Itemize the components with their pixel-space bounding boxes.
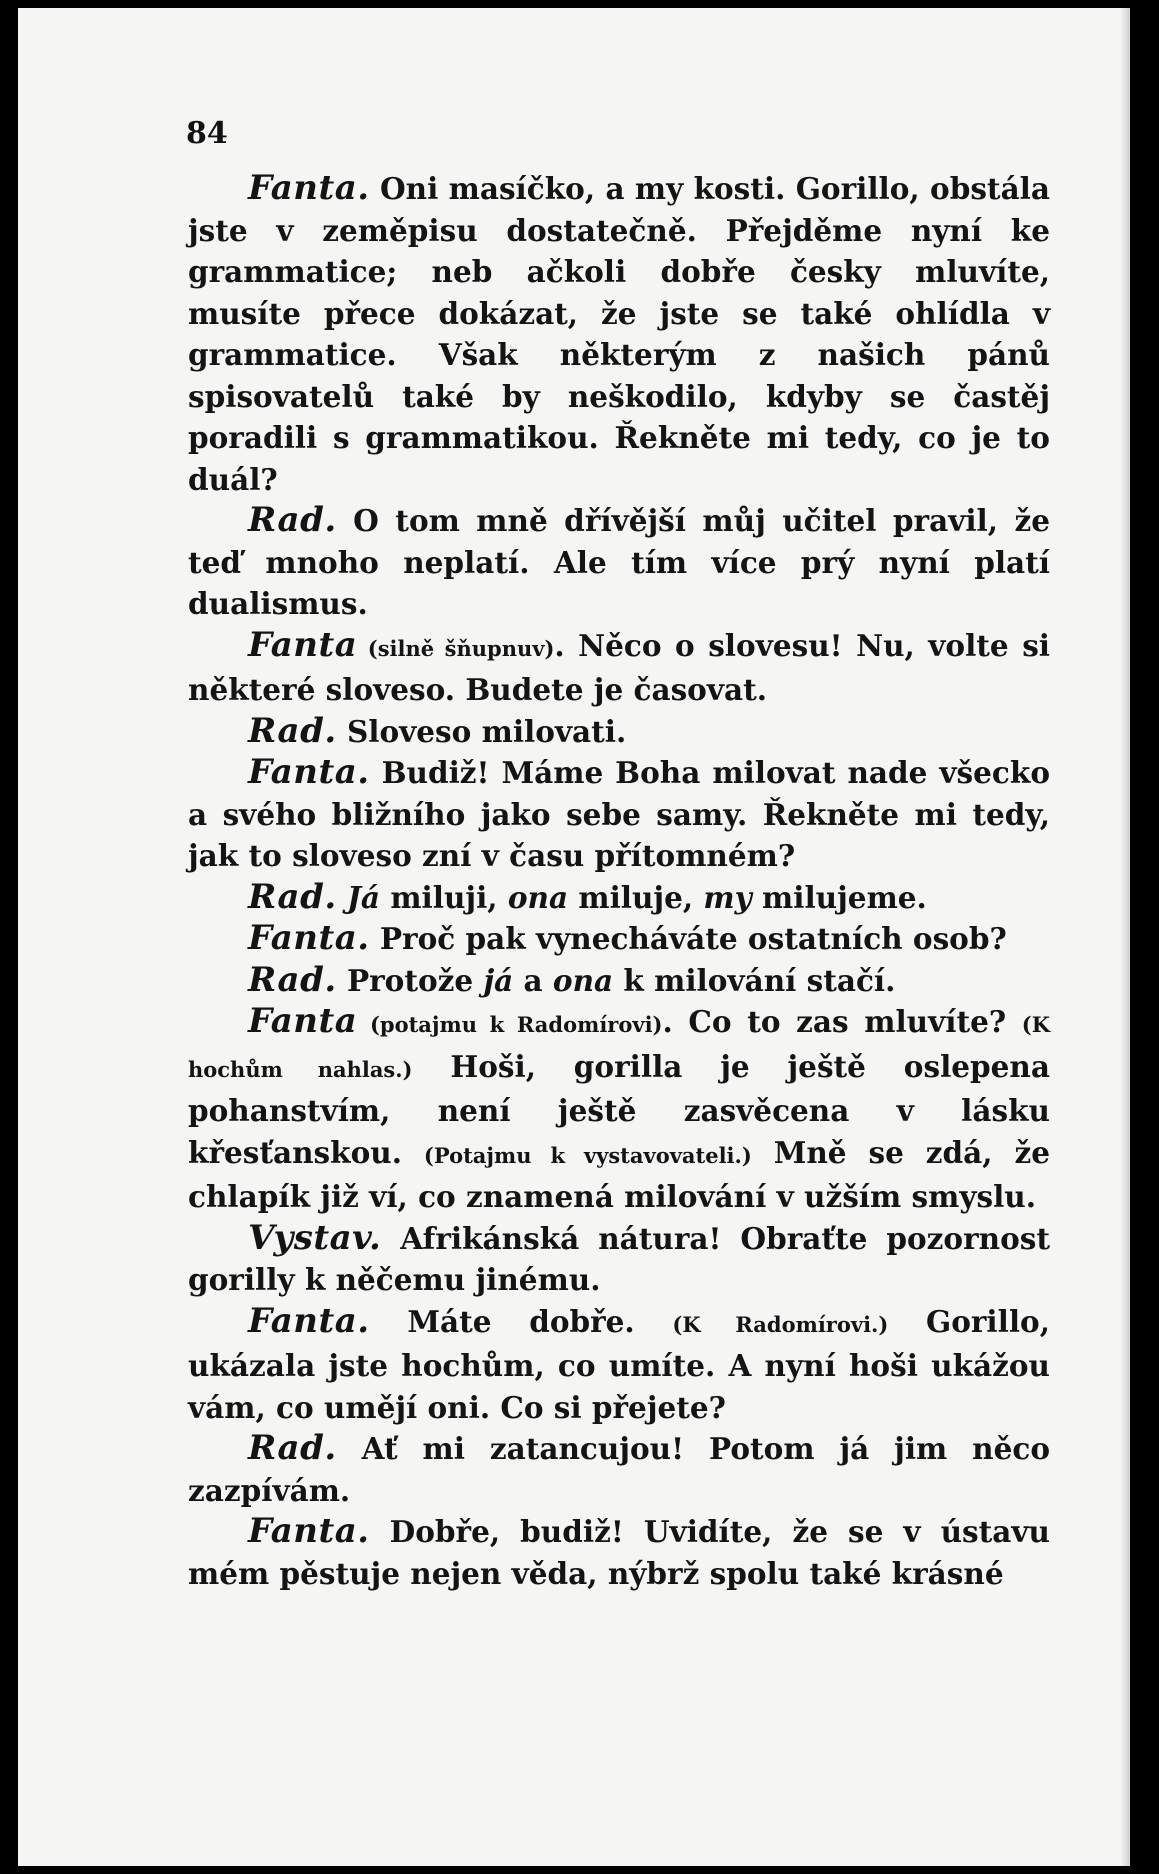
dialogue-paragraph (188, 918, 1050, 960)
dialogue-text: Gorillo, ukázala jste hochům, co umíte. A nyní hoši ukážou vám, co umějí oni. Co si přejete? (188, 1303, 1050, 1425)
book-page (18, 8, 1130, 1866)
speaker-name: Fanta (248, 1001, 358, 1041)
dialogue-text: . Něco o slovesu! Nu, volte si některé sloveso. Budete je časovat. (188, 627, 1051, 707)
dialogue-text: Oni masíčko, a my kosti. Gorillo, obstála jste v zeměpisu dostatečně. Přejděme nyní ke grammatice; neb ačkoli dobře česky mluvíte, musíte přece dokázat, že jste se také ohlídla v grammatice. Však některým z našich pánů spisovatelů také by neškodilo, kdyby se častěj poradili s grammatikou. Řekněte mi tedy, co je to duál? (188, 171, 1050, 497)
speaker-name: Fanta. (248, 1300, 370, 1341)
speaker-name: Rad. (248, 710, 337, 751)
speaker-name: Fanta. (248, 168, 370, 208)
speaker-name: Fanta. (248, 918, 370, 958)
speaker-name: Fanta. (248, 752, 370, 792)
dialogue-paragraph (188, 1428, 1050, 1511)
dialogue-paragraph (188, 1001, 1050, 1218)
dialogue-text: k milování stačí. (613, 962, 896, 998)
speaker-name: Fanta (248, 624, 358, 665)
dialogue-text: Ať mi zatancujou! Potom já jim něco zazpívám. (188, 1431, 1050, 1508)
dialogue-paragraph (188, 1301, 1050, 1429)
stage-direction: (Potajmu k vystavovateli.) (423, 1142, 752, 1168)
dialogue-text: milujeme. (751, 879, 927, 915)
stage-direction: (K hochům nahlas.) (188, 1012, 1050, 1082)
dialogue-text: Protože (336, 962, 484, 998)
dialogue-text: miluji, (380, 879, 508, 915)
dialogue-text: a (513, 962, 553, 998)
dialogue-paragraph (188, 1511, 1050, 1594)
emphasis-text: Já (346, 879, 381, 915)
dialogue-paragraph (188, 625, 1050, 711)
dialogue-paragraph (188, 960, 1050, 1002)
dialogue-text: . Co to zas mluvíte? (662, 1004, 1022, 1039)
emphasis-text: ona (552, 962, 614, 998)
page-text (188, 168, 1050, 1594)
speaker-name: Vystav. (248, 1217, 382, 1258)
dialogue-paragraph (188, 1218, 1050, 1301)
dialogue-paragraph (188, 877, 1050, 919)
dialogue-text: Budiž! Máme Boha milovat nade všecko a svého bližního jako sebe samy. Řekněte mi tedy, jak to sloveso zní v času přítomném? (188, 755, 1050, 873)
dialogue-paragraph (188, 168, 1050, 500)
emphasis-text: já (483, 962, 514, 998)
dialogue-text: miluje, (568, 879, 704, 915)
dialogue-paragraph (188, 711, 1050, 753)
stage-direction: (K Radomírovi.) (672, 1311, 889, 1337)
dialogue-text: Afrikánská nátura! Obraťte pozornost gorilly k něčemu jinému. (188, 1220, 1050, 1297)
dialogue-text (337, 880, 347, 915)
dialogue-text: Hoši, gorilla je ještě oslepena pohanstvím, není ještě zasvěcena v lásku křesťanskou. (188, 1048, 1050, 1170)
emphasis-text: my (703, 879, 752, 915)
speaker-name: Rad. (248, 1428, 337, 1468)
dialogue-text: Sloveso milovati. (336, 713, 627, 749)
page-number: 84 (186, 116, 228, 151)
dialogue-paragraph (188, 752, 1050, 877)
dialogue-text: Dobře, budiž! Uvidíte, že se v ústavu mém pěstuje nejen věda, nýbrž spolu také krásné (188, 1514, 1050, 1591)
stage-direction: (potajmu k Radomírovi) (357, 1012, 663, 1037)
dialogue-text: Mně se zdá, že chlapík již ví, co znamená milování v užším smyslu. (188, 1134, 1050, 1214)
dialogue-text: Proč pak vynecháváte ostatních osob? (369, 921, 1007, 956)
speaker-name: Rad. (248, 500, 337, 540)
dialogue-text: O tom mně dřívější můj učitel pravil, že teď mnoho neplatí. Ale tím více prý nyní platí dualismus. (188, 503, 1050, 621)
emphasis-text: ona (507, 879, 569, 915)
speaker-name: Fanta. (248, 1511, 370, 1551)
dialogue-paragraph (188, 500, 1050, 625)
speaker-name: Rad. (248, 959, 337, 1000)
page-edge-shadow (1120, 8, 1130, 1866)
dialogue-text: Máte dobře. (369, 1303, 673, 1339)
speaker-name: Rad. (248, 876, 337, 917)
stage-direction: (silně šňupnuv) (357, 635, 555, 661)
